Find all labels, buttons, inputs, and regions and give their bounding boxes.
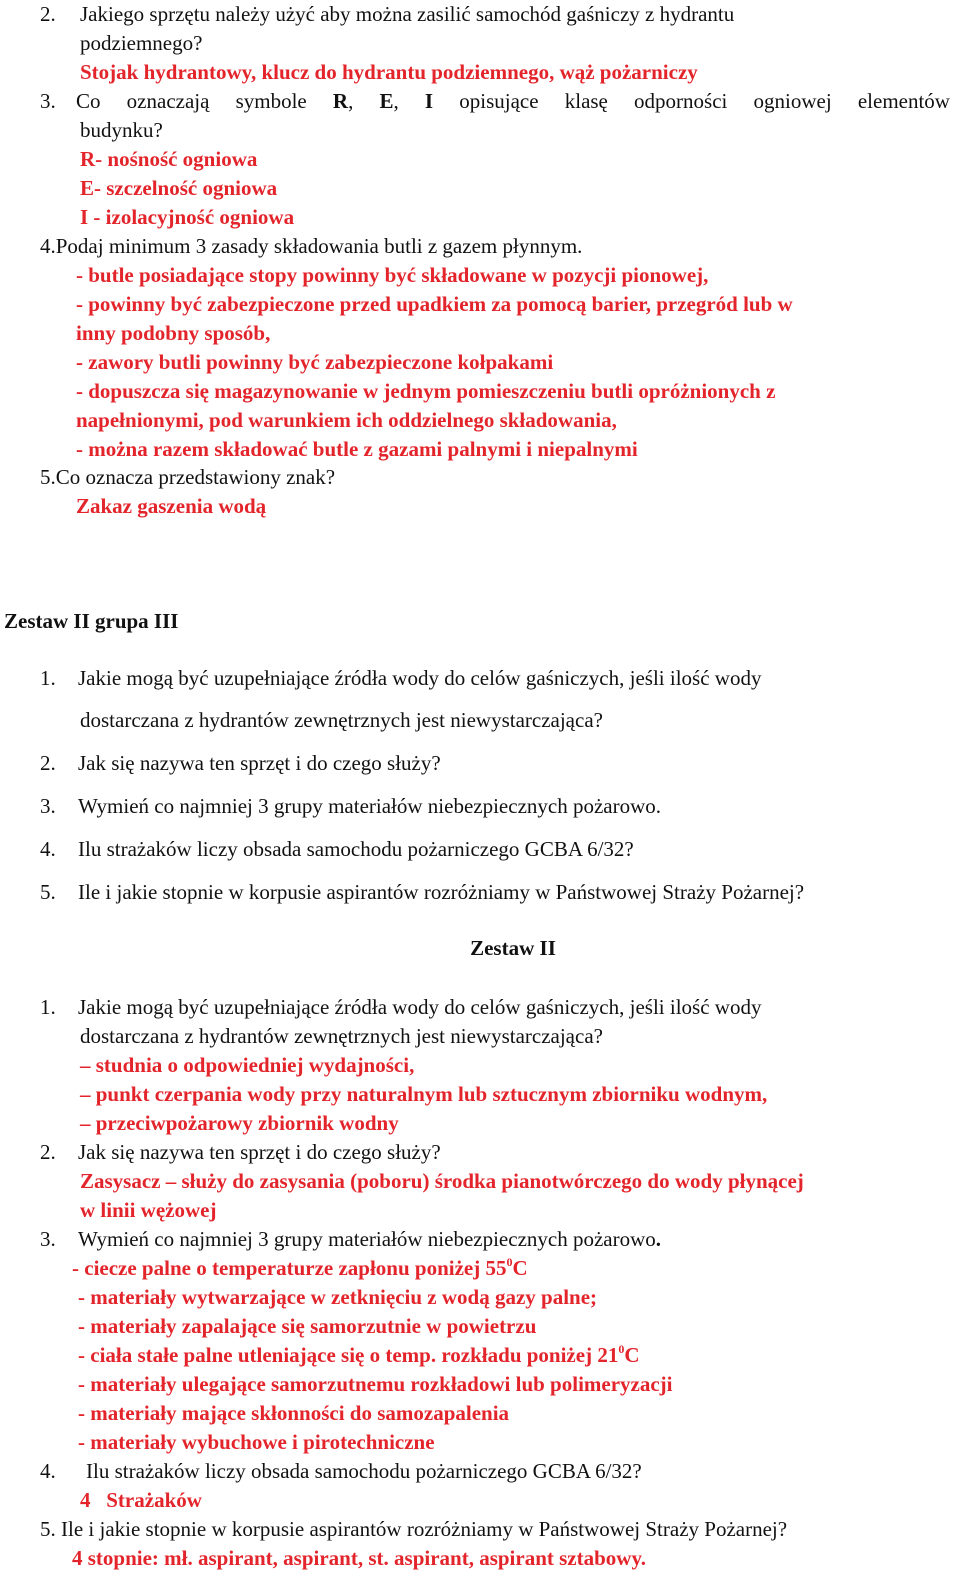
question-word: oznaczają: [126, 89, 210, 113]
answer-text: - materiały wytwarzające w zetknięciu z wodą gazy palne;: [78, 1285, 598, 1309]
question-number: 3.: [40, 794, 56, 818]
question-word: klasę: [564, 89, 608, 113]
answer-unit: C: [624, 1343, 640, 1367]
answer-text: R- nośność ogniowa: [80, 147, 258, 171]
answer-body: - ciała stałe palne utleniające się o temp. rozkładu poniżej 21: [78, 1343, 619, 1367]
question-text: Jakie mogą być uzupełniające źródła wody do celów gaśniczych, jeśli ilość wody: [78, 666, 762, 690]
answer-text: - można razem składować butle z gazami palnymi i niepalnymi: [76, 437, 638, 461]
question-number: 2.: [40, 751, 56, 775]
question-text: 5.Co oznacza przedstawiony znak?: [40, 465, 336, 489]
question-text-body: Wymień co najmniej 3 grupy materiałów niebezpiecznych pożarowo: [78, 1227, 656, 1251]
symbol-e: E: [379, 89, 394, 113]
answer-text: – punkt czerpania wody przy naturalnym lub sztucznym zbiorniku wodnym,: [80, 1082, 768, 1106]
answer-text: 4 stopnie: mł. aspirant, aspirant, st. aspirant, aspirant sztabowy.: [72, 1546, 647, 1570]
question-word: odporności: [634, 89, 728, 113]
answer-text: [78, 1341, 640, 1369]
question-text: Jak się nazywa ten sprzęt i do czego służy?: [78, 751, 441, 775]
answer-body: - ciecze palne o temperaturze zapłonu poniżej 55: [72, 1256, 507, 1280]
answer-text: Zakaz gaszenia wodą: [76, 494, 267, 518]
answer-text: - zawory butli powinny być zabezpieczone kołpakami: [76, 350, 554, 374]
question-text: Jakie mogą być uzupełniające źródła wody do celów gaśniczych, jeśli ilość wody: [78, 995, 762, 1019]
question-number: 2.: [40, 2, 56, 26]
section-heading: Zestaw II grupa III: [4, 609, 179, 633]
answer-text: – studnia o odpowiedniej wydajności,: [80, 1053, 415, 1077]
question-word: opisujące: [459, 89, 539, 113]
answer-text: I - izolacyjność ogniowa: [80, 205, 295, 229]
symbol-i: I: [424, 89, 434, 113]
answer-text: - dopuszcza się magazynowanie w jednym pomieszczeniu butli opróżnionych z: [76, 379, 776, 403]
question-number: 3.: [40, 89, 56, 113]
symbol-r: R: [332, 89, 349, 113]
question-number: 3.: [40, 1227, 56, 1251]
question-text: Jakiego sprzętu należy użyć aby można zasilić samochód gaśniczy z hydrantu: [80, 2, 735, 26]
question-number: 2.: [40, 1140, 56, 1164]
question-number: 4.: [40, 1459, 56, 1483]
question-word: ogniowej: [753, 89, 832, 113]
symbol-group: R,: [332, 89, 354, 113]
answer-text: E- szczelność ogniowa: [80, 176, 278, 200]
answer-text: [72, 1254, 528, 1282]
answer-text: - materiały wybuchowe i pirotechniczne: [78, 1430, 435, 1454]
question-word: Co: [76, 89, 101, 113]
question-text: 4.Podaj minimum 3 zasady składowania butli z gazem płynnym.: [40, 234, 583, 258]
question-text: [78, 1225, 661, 1253]
answer-text: inny podobny sposób,: [76, 321, 271, 345]
question-text: budynku?: [80, 118, 163, 142]
answer-text: napełnionymi, pod warunkiem ich oddzielnego składowania,: [76, 408, 617, 432]
question-text: Ile i jakie stopnie w korpusie aspirantów rozróżniamy w Państwowej Straży Pożarnej?: [78, 880, 805, 904]
answer-text: - materiały ulegające samorzutnemu rozkładowi lub polimeryzacji: [78, 1372, 673, 1396]
answer-text: – przeciwpożarowy zbiornik wodny: [80, 1111, 399, 1135]
answer-text: 4 Strażaków: [80, 1488, 202, 1512]
answer-text: w linii wężowej: [80, 1198, 217, 1222]
question-word: symbole: [235, 89, 307, 113]
answer-text: - powinny być zabezpieczone przed upadkiem za pomocą barier, przegród lub w: [76, 292, 793, 316]
question-number: 4.: [40, 837, 56, 861]
question-text: 5. Ile i jakie stopnie w korpusie aspirantów rozróżniamy w Państwowej Straży Pożarnej?: [40, 1517, 788, 1541]
question-number: 5.: [40, 880, 56, 904]
answer-text: Zasysacz – służy do zasysania (poboru) środka pianotwórczego do wody płynącej: [80, 1169, 804, 1193]
question-text: Ilu strażaków liczy obsada samochodu pożarniczego GCBA 6/32?: [78, 837, 634, 861]
question-text: dostarczana z hydrantów zewnętrznych jest niewystarczająca?: [80, 1024, 603, 1048]
symbol-group: E,: [379, 89, 399, 113]
question-text: dostarczana z hydrantów zewnętrznych jest niewystarczająca?: [80, 708, 603, 732]
question-text: Jak się nazywa ten sprzęt i do czego służy?: [78, 1140, 441, 1164]
question-text: Ilu strażaków liczy obsada samochodu pożarniczego GCBA 6/32?: [86, 1459, 642, 1483]
question-text: Wymień co najmniej 3 grupy materiałów niebezpiecznych pożarowo.: [78, 794, 662, 818]
question-text: podziemnego?: [80, 31, 203, 55]
degree-superscript: 0: [618, 1342, 625, 1356]
degree-superscript: 0: [506, 1255, 513, 1269]
question-number: 1.: [40, 666, 56, 690]
answer-text: Stojak hydrantowy, klucz do hydrantu podziemnego, wąż pożarniczy: [80, 60, 698, 84]
answer-text: - materiały mające skłonności do samozapalenia: [78, 1401, 510, 1425]
question-text: [76, 87, 950, 115]
answer-unit: C: [512, 1256, 528, 1280]
answer-text: - butle posiadające stopy powinny być składowane w pozycji pionowej,: [76, 263, 709, 287]
question-number: 1.: [40, 995, 56, 1019]
question-word: elementów: [857, 89, 950, 113]
question-text-dot: .: [655, 1227, 662, 1251]
answer-text: - materiały zapalające się samorzutnie w powietrzu: [78, 1314, 537, 1338]
section-heading: Zestaw II: [470, 936, 556, 960]
